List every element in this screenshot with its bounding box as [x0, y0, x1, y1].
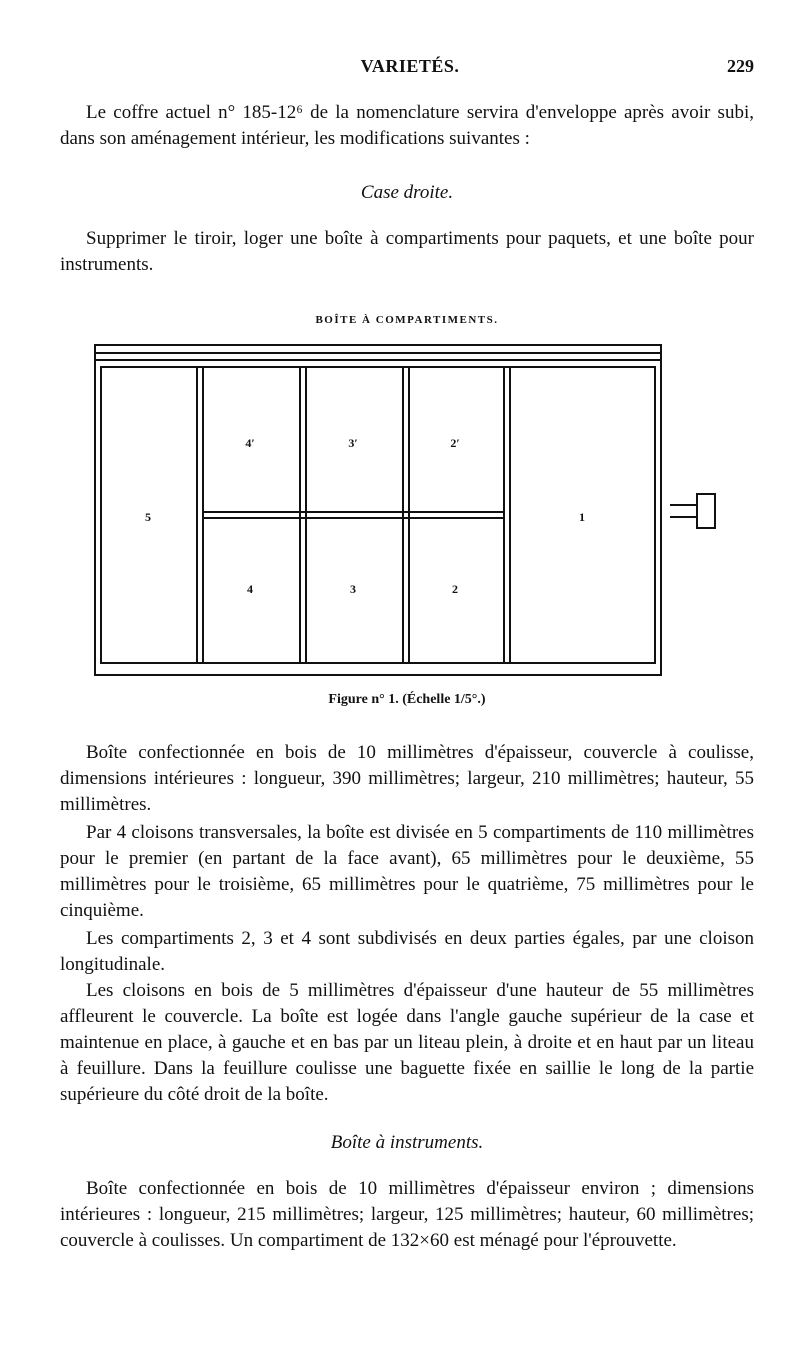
body-paragraph-4: Les cloisons en bois de 5 millimètres d'épaisseur d'une hauteur de 55 millimètres affleurent le couvercle. La boîte est logée dans l'angle gauche supérieur de la case et maintenue en place, à gauche et en bas par un liteau plein, à droite et en haut par un liteau à feuillure. Dans la feuillure coulisse une baguette fixée en saillie le long de la partie supérieure du côté droit de la boîte.: [60, 980, 754, 1105]
compartment-label-2: 2: [452, 582, 458, 596]
compartment-label-2-prime: 2′: [450, 436, 460, 450]
page-number: 229: [727, 56, 754, 76]
box-outer-wall: [95, 345, 661, 675]
figure-caption: Figure n° 1. (Échelle 1/5°.): [328, 692, 486, 707]
section2-paragraph: Boîte confectionnée en bois de 10 millimètres d'épaisseur environ ; dimensions intérieures : longueur, 215 millimètres; largeur, 125 millimètres; hauteur, 60 millimètres; couvercle à coulisses. Un compartiment de 132×60 est ménagé pour l'éprouvette.: [60, 1178, 754, 1251]
running-header: [60, 56, 760, 80]
compartment-box-figure: [85, 340, 735, 680]
box-inner-wall: [101, 367, 655, 663]
compartment-label-4-prime: 4′: [245, 436, 255, 450]
compartment-label-3: 3: [350, 582, 356, 596]
handle-grip: [697, 494, 715, 528]
body-paragraph-2: Par 4 cloisons transversales, la boîte est divisée en 5 compartiments de 110 millimètres pour le premier (en partant de la face avant), 65 millimètres pour le deuxième, 55 millimètres pour le troisième, 65 millimètres pour le quatrième, 75 millimètres pour le cinquième.: [60, 822, 754, 921]
body-paragraph-3: Les compartiments 2, 3 et 4 sont subdivisés en deux parties égales, par une cloison longitudinale.: [60, 928, 754, 975]
header-title: VARIETÉS.: [360, 56, 460, 76]
section1-paragraph: Supprimer le tiroir, loger une boîte à compartiments pour paquets, et une boîte pour instruments.: [60, 228, 754, 275]
compartment-label-5: 5: [145, 510, 151, 524]
section-heading-boite-instruments: Boîte à instruments.: [330, 1132, 484, 1153]
compartment-label-1: 1: [579, 510, 585, 524]
compartment-label-3-prime: 3′: [348, 436, 358, 450]
body-paragraph-1: Boîte confectionnée en bois de 10 millimètres d'épaisseur, couvercle à coulisse, dimensions intérieures : longueur, 390 millimètres; largeur, 210 millimètres; hauteur, 55 millimètres.: [60, 742, 754, 815]
compartment-box-drawing: [85, 340, 735, 680]
compartment-label-4: 4: [247, 582, 253, 596]
intro-paragraph: Le coffre actuel n° 185-12⁶ de la nomenclature servira d'enveloppe après avoir subi, dans son aménagement intérieur, les modifications suivantes :: [60, 102, 754, 149]
figure-heading: BOÎTE À COMPARTIMENTS.: [315, 314, 499, 326]
section-heading-case-droite: Case droite.: [360, 182, 454, 203]
